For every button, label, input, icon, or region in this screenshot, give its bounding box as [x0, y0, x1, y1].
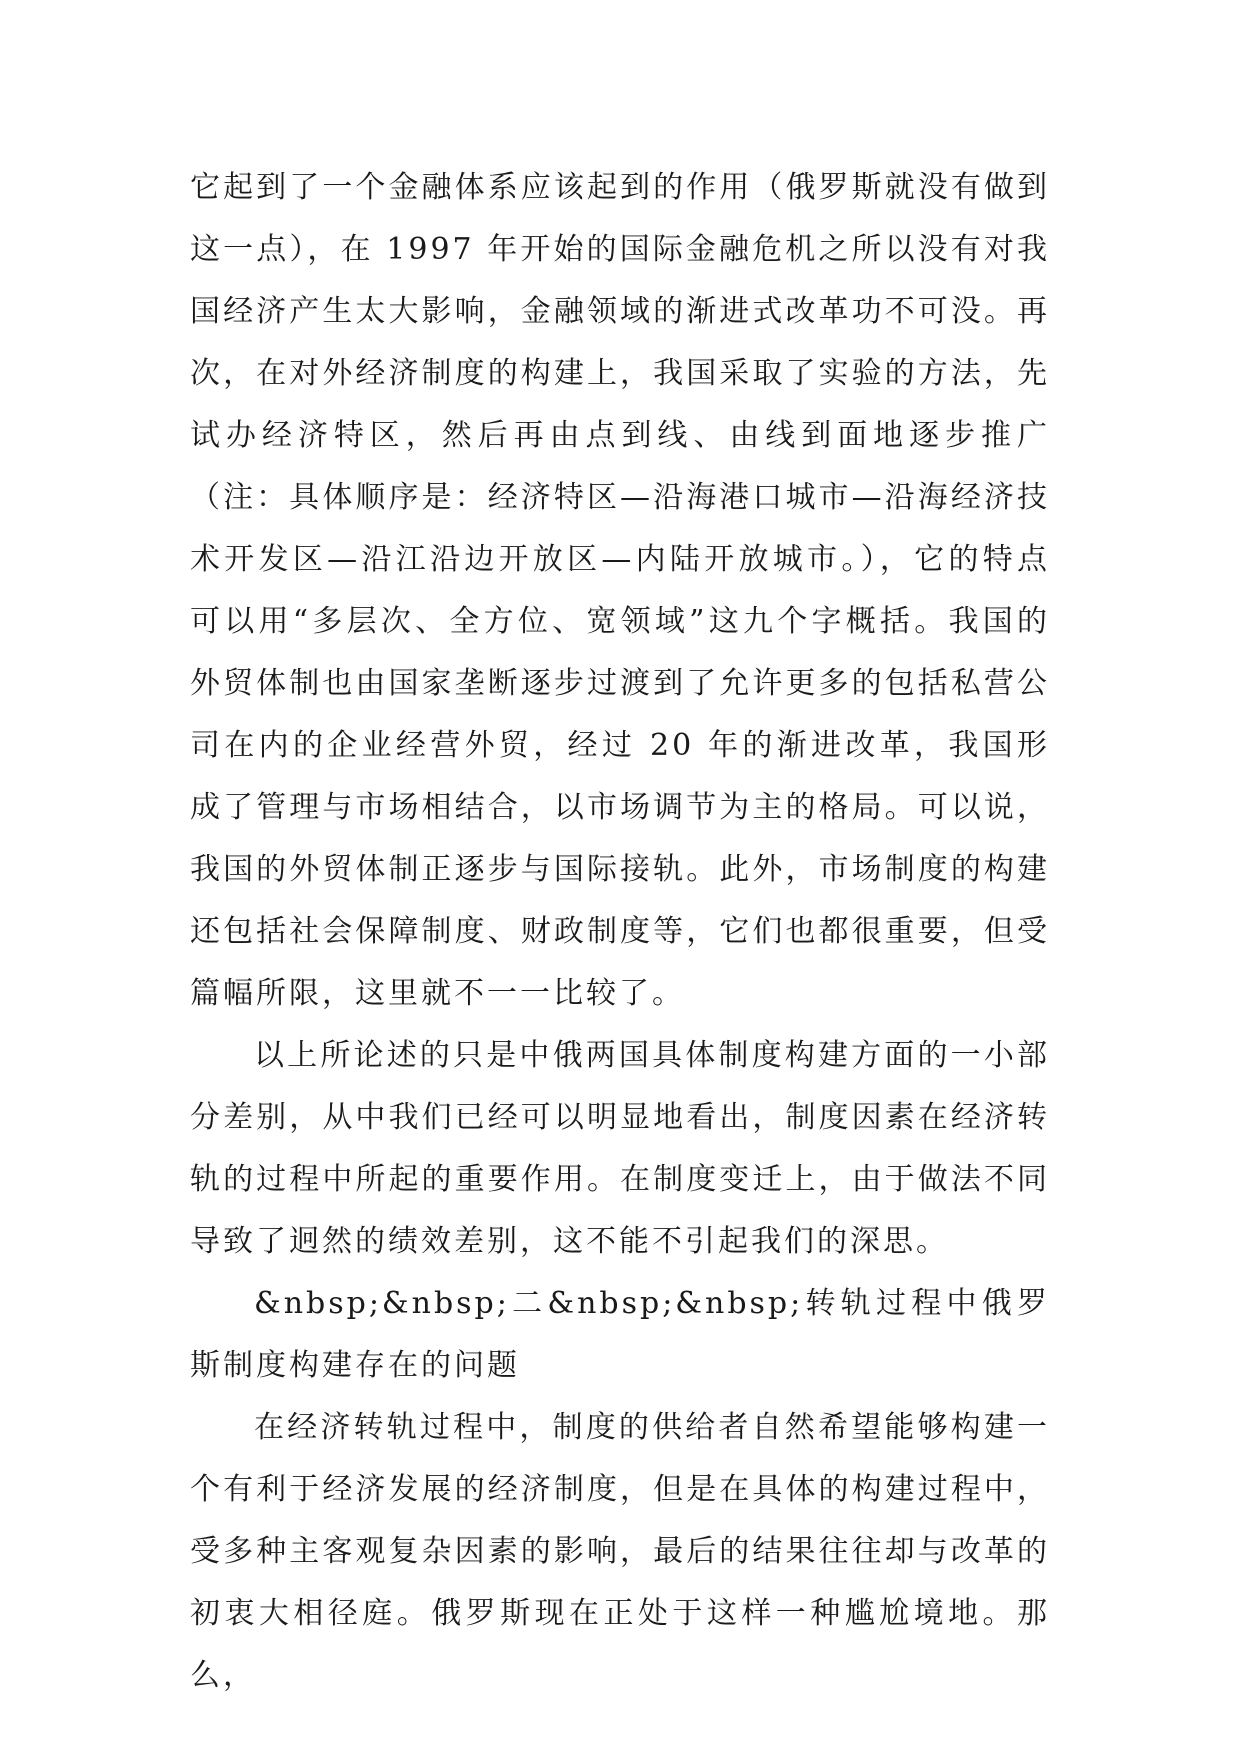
section-heading: &nbsp;&nbsp;二&nbsp;&nbsp;转轨过程中俄罗斯制度构建存在的问题: [190, 1286, 1050, 1383]
paragraph-section-intro: 在经济转轨过程中，制度的供给者自然希望能够构建一个有利于经济发展的经济制度，但是在具体的构建过程中，受多种主客观复杂因素的影响，最后的结果往往却与改革的初衷大相径庭。俄罗斯现在正处于这样一种尴尬境地。那么，: [190, 1410, 1050, 1693]
document-body: [190, 157, 1050, 1707]
paragraph-continuation: 它起到了一个金融体系应该起到的作用（俄罗斯就没有做到这一点），在 1997 年开始的国际金融危机之所以没有对我国经济产生太大影响，金融领域的渐进式改革功不可没。再次，在对外经济制度的构建上，我国采取了实验的方法，先试办经济特区，然后再由点到线、由线到面地逐步推广（注：具体顺序是：经济特区—沿海港口城市—沿海经济技术开发区—沿江沿边开放区—内陆开放城市。），它的特点可以用“多层次、全方位、宽领域”这九个字概括。我国的外贸体制也由国家垄断逐步过渡到了允许更多的包括私营公司在内的企业经营外贸，经过 20 年的渐进改革，我国形成了管理与市场相结合，以市场调节为主的格局。可以说，我国的外贸体制正逐步与国际接轨。此外，市场制度的构建还包括社会保障制度、财政制度等，它们也都很重要，但受篇幅所限，这里就不一一比较了。: [190, 170, 1050, 1011]
paragraph-comparison-summary: 以上所论述的只是中俄两国具体制度构建方面的一小部分差别，从中我们已经可以明显地看出，制度因素在经济转轨的过程中所起的重要作用。在制度变迁上，由于做法不同导致了迥然的绩效差别，这不能不引起我们的深思。: [190, 1038, 1050, 1259]
